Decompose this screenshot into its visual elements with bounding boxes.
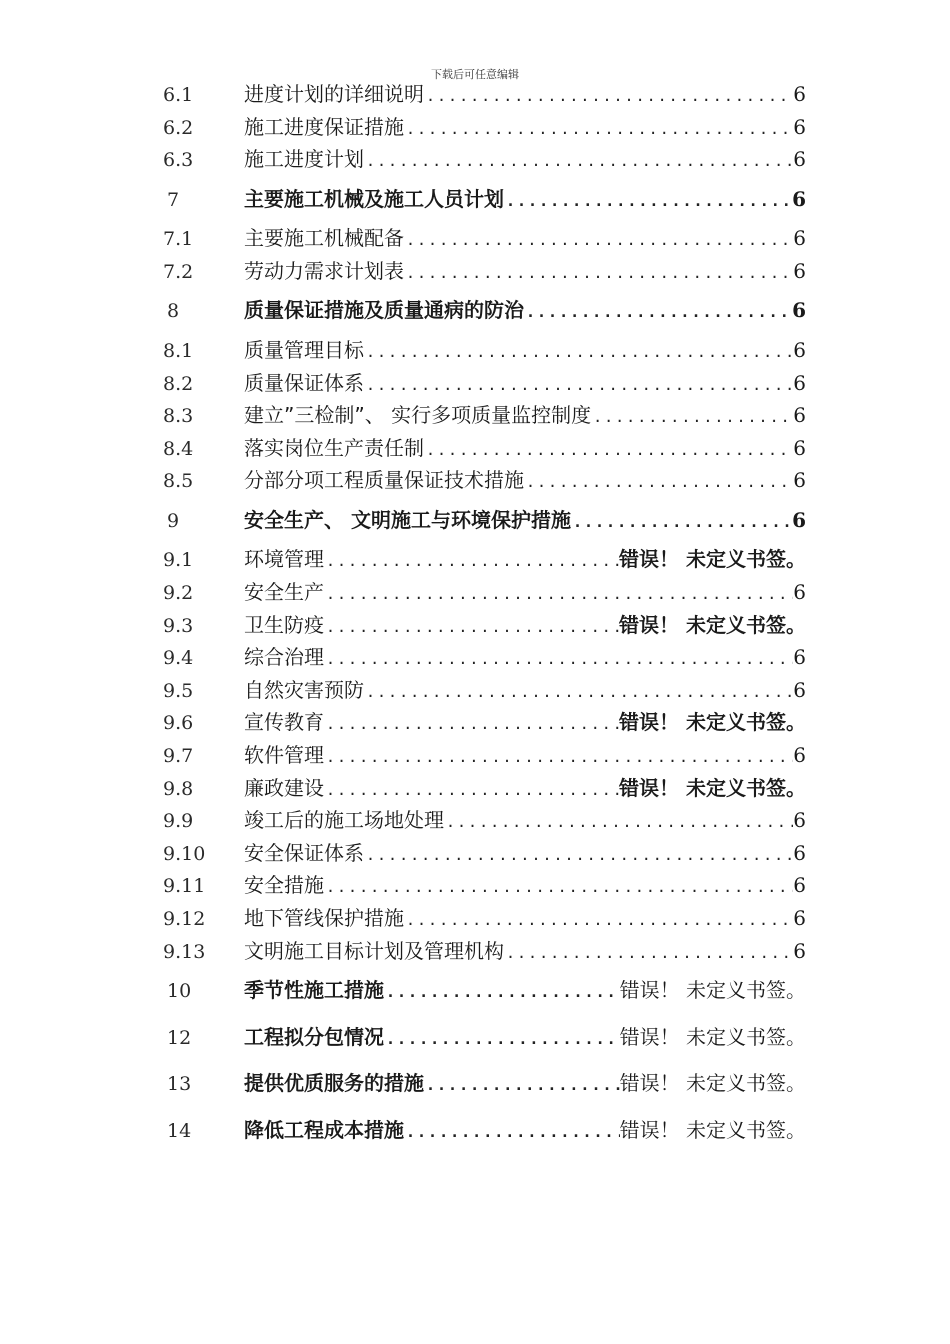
toc-subsection-entry[interactable] — [163, 935, 806, 968]
toc-entry-title: 工程拟分包情况 — [244, 1024, 384, 1049]
toc-entry-title: 劳动力需求计划表 — [244, 258, 404, 283]
toc-dot-leader — [404, 1109, 620, 1156]
toc-section-entry[interactable] — [163, 1014, 806, 1061]
toc-entry-title: 施工进度保证措施 — [244, 114, 404, 139]
toc-entry-title: 软件管理 — [244, 743, 324, 767]
toc-dot-leader — [364, 676, 793, 709]
toc-dot-leader — [591, 401, 793, 434]
toc-entry-number: 9 — [167, 509, 180, 532]
toc-entry-number: 8 — [167, 300, 180, 323]
toc-entry-page-number: 6 — [793, 82, 806, 106]
toc-section-entry[interactable] — [163, 176, 806, 223]
toc-entry-title: 安全保证体系 — [244, 840, 364, 865]
toc-entry-page-number: 6 — [793, 905, 806, 930]
toc-subsection-entry[interactable] — [163, 222, 806, 255]
toc-subsection-entry[interactable] — [163, 837, 806, 870]
toc-entry-title: 卫生防疫 — [244, 612, 324, 637]
toc-entry-title: 综合治理 — [244, 645, 324, 670]
toc-entry-title: 安全生产、 文明施工与环境保护措施 — [244, 507, 571, 532]
toc-dot-leader — [424, 1062, 620, 1109]
toc-entry-number: 13 — [167, 1073, 192, 1096]
toc-entry-number: 6.2 — [163, 116, 194, 139]
toc-entry-number: 7 — [167, 188, 180, 211]
toc-subsection-entry[interactable] — [163, 143, 806, 176]
toc-dot-leader — [424, 80, 793, 113]
toc-dot-leader — [324, 708, 619, 741]
toc-subsection-entry[interactable] — [163, 706, 806, 739]
toc-entry-title: 落实岗位生产责任制 — [244, 435, 424, 460]
toc-entry-title: 质量保证体系 — [244, 370, 364, 395]
toc-entry-title: 竣工后的施工场地处理 — [244, 808, 444, 833]
toc-entry-number: 9.6 — [163, 712, 194, 735]
toc-dot-leader — [424, 434, 793, 467]
toc-entry-title: 分部分项工程质量保证技术措施 — [244, 468, 524, 493]
toc-dot-leader — [324, 774, 619, 807]
toc-entry-title: 降低工程成本措施 — [244, 1117, 404, 1142]
toc-subsection-entry[interactable] — [163, 464, 806, 497]
toc-dot-leader — [324, 545, 619, 578]
toc-entry-number: 6.3 — [163, 149, 194, 172]
toc-entry-number: 9.4 — [163, 647, 194, 670]
toc-dot-leader — [324, 871, 793, 904]
toc-section-entry[interactable] — [163, 287, 806, 334]
toc-dot-leader — [524, 466, 793, 499]
toc-entry-number: 9.2 — [163, 582, 194, 605]
toc-entry-number: 8.1 — [163, 339, 194, 362]
toc-dot-leader — [324, 643, 793, 676]
toc-entry-title: 施工进度计划 — [244, 147, 364, 172]
toc-entry-title: 建立”三检制”、 实行多项质量监控制度 — [244, 403, 592, 428]
toc-subsection-entry[interactable] — [163, 432, 806, 465]
toc-entry-page-number: 6 — [793, 580, 806, 605]
toc-entry-title: 主要施工机械及施工人员计划 — [244, 186, 504, 211]
toc-subsection-entry[interactable] — [163, 674, 806, 707]
toc-subsection-entry[interactable] — [163, 609, 806, 642]
toc-entry-title: 廉政建设 — [244, 775, 324, 800]
toc-entry-number: 6.1 — [163, 84, 194, 106]
toc-subsection-entry[interactable] — [163, 543, 806, 576]
toc-dot-leader — [524, 289, 792, 336]
toc-entry-page-number: 6 — [793, 226, 806, 251]
toc-dot-leader — [404, 904, 793, 937]
toc-entry-page-number: 6 — [793, 370, 806, 395]
toc-subsection-entry[interactable] — [163, 576, 806, 609]
toc-entry-error-message: 错误！ 未定义书签。 — [619, 612, 806, 637]
toc-entry-page-number: 6 — [792, 298, 806, 323]
toc-subsection-entry[interactable] — [163, 804, 806, 837]
toc-entry-number: 14 — [167, 1119, 192, 1142]
toc-subsection-entry[interactable] — [163, 772, 806, 805]
toc-entry-number: 9.12 — [163, 907, 206, 930]
toc-subsection-entry[interactable] — [163, 367, 806, 400]
toc-entry-page-number: 6 — [792, 186, 806, 211]
toc-entry-error-message: 错误！ 未定义书签。 — [619, 1071, 806, 1096]
toc-dot-leader — [504, 178, 792, 225]
toc-entry-number: 9.9 — [163, 810, 194, 833]
toc-entry-title: 进度计划的详细说明 — [244, 82, 424, 106]
toc-entry-title: 地下管线保护措施 — [244, 905, 404, 930]
toc-dot-leader — [364, 369, 793, 402]
toc-entry-title: 安全生产 — [244, 580, 324, 605]
toc-entry-page-number: 6 — [793, 873, 806, 898]
toc-section-entry[interactable] — [163, 967, 806, 1014]
toc-dot-leader — [324, 741, 793, 774]
toc-entry-error-message: 错误！ 未定义书签。 — [619, 710, 806, 735]
toc-entry-page-number: 6 — [793, 147, 806, 172]
toc-entry-page-number: 6 — [793, 114, 806, 139]
toc-dot-leader — [404, 257, 793, 290]
toc-entry-title: 主要施工机械配备 — [244, 226, 404, 251]
toc-entry-number: 9.3 — [163, 614, 194, 637]
toc-subsection-entry[interactable] — [163, 399, 806, 432]
toc-subsection-entry[interactable] — [163, 739, 806, 772]
toc-subsection-entry[interactable] — [163, 641, 806, 674]
toc-entry-page-number: 6 — [793, 840, 806, 865]
toc-entry-title: 提供优质服务的措施 — [244, 1071, 424, 1096]
toc-dot-leader — [364, 336, 793, 369]
toc-entry-title: 自然灾害预防 — [244, 677, 364, 702]
toc-entry-page-number: 6 — [793, 468, 806, 493]
toc-subsection-entry[interactable] — [163, 255, 806, 288]
toc-entry-error-message: 错误！ 未定义书签。 — [619, 775, 806, 800]
toc-entry-page-number: 6 — [793, 337, 806, 362]
toc-dot-leader — [404, 113, 793, 146]
toc-entry-number: 12 — [167, 1026, 192, 1049]
toc-entry-number: 9.11 — [163, 875, 206, 898]
toc-dot-leader — [324, 578, 793, 611]
toc-subsection-entry[interactable] — [163, 869, 806, 902]
toc-subsection-entry[interactable] — [163, 902, 806, 935]
toc-entry-page-number: 6 — [793, 258, 806, 283]
toc-dot-leader — [364, 839, 793, 872]
toc-entry-number: 8.5 — [163, 470, 194, 493]
toc-entry-number: 7.2 — [163, 260, 194, 283]
toc-entry-page-number: 6 — [792, 507, 806, 532]
toc-section-entry[interactable] — [163, 497, 806, 544]
toc-entry-error-message: 错误！ 未定义书签。 — [619, 1024, 806, 1049]
toc-dot-leader — [384, 1016, 620, 1063]
toc-dot-leader — [571, 499, 792, 546]
toc-entry-page-number: 6 — [793, 743, 806, 767]
toc-entry-title: 质量保证措施及质量通病的防治 — [244, 298, 524, 323]
toc-entry-title: 环境管理 — [244, 547, 324, 572]
toc-dot-leader — [364, 145, 793, 178]
toc-section-entry[interactable] — [163, 1060, 806, 1107]
toc-entry-page-number: 6 — [793, 938, 806, 963]
toc-subsection-entry[interactable] — [163, 111, 806, 144]
toc-entry-number: 10 — [167, 980, 192, 1003]
toc-entry-error-message: 错误！ 未定义书签。 — [619, 547, 806, 572]
toc-entry-title: 宣传教育 — [244, 710, 324, 735]
toc-entry-title: 文明施工目标计划及管理机构 — [244, 938, 504, 963]
toc-entry-page-number: 6 — [793, 677, 806, 702]
toc-dot-leader — [384, 969, 620, 1016]
toc-entry-number: 8.4 — [163, 437, 194, 460]
toc-entry-number: 9.5 — [163, 679, 194, 702]
toc-dot-leader — [404, 224, 793, 257]
toc-entry-number: 9.8 — [163, 777, 194, 800]
toc-entry-number: 9.7 — [163, 745, 194, 767]
toc-entry-number: 8.3 — [163, 405, 194, 428]
toc-entry-page-number: 6 — [793, 645, 806, 670]
toc-entry-page-number: 6 — [793, 403, 806, 428]
toc-entry-page-number: 6 — [793, 435, 806, 460]
toc-entry-title: 季节性施工措施 — [244, 978, 384, 1003]
toc-subsection-entry[interactable] — [163, 78, 806, 111]
toc-entry-number: 9.13 — [163, 940, 206, 963]
toc-dot-leader — [324, 611, 619, 644]
toc-dot-leader — [444, 806, 793, 839]
toc-subsection-entry[interactable] — [163, 334, 806, 367]
toc-entry-error-message: 错误！ 未定义书签。 — [619, 1117, 806, 1142]
toc-entry-title: 安全措施 — [244, 873, 324, 898]
toc-entry-number: 7.1 — [163, 228, 194, 251]
toc-dot-leader — [504, 937, 793, 970]
toc-entry-number: 8.2 — [163, 372, 194, 395]
toc-entry-page-number: 6 — [793, 808, 806, 833]
toc-entry-number: 9.10 — [163, 842, 206, 865]
page-header: 下载后可任意编辑 — [431, 68, 519, 81]
toc-entry-title: 质量管理目标 — [244, 337, 364, 362]
toc-entry-error-message: 错误！ 未定义书签。 — [619, 978, 806, 1003]
toc-entry-number: 9.1 — [163, 549, 194, 572]
table-of-contents — [163, 78, 806, 1153]
toc-section-entry[interactable] — [163, 1107, 806, 1154]
